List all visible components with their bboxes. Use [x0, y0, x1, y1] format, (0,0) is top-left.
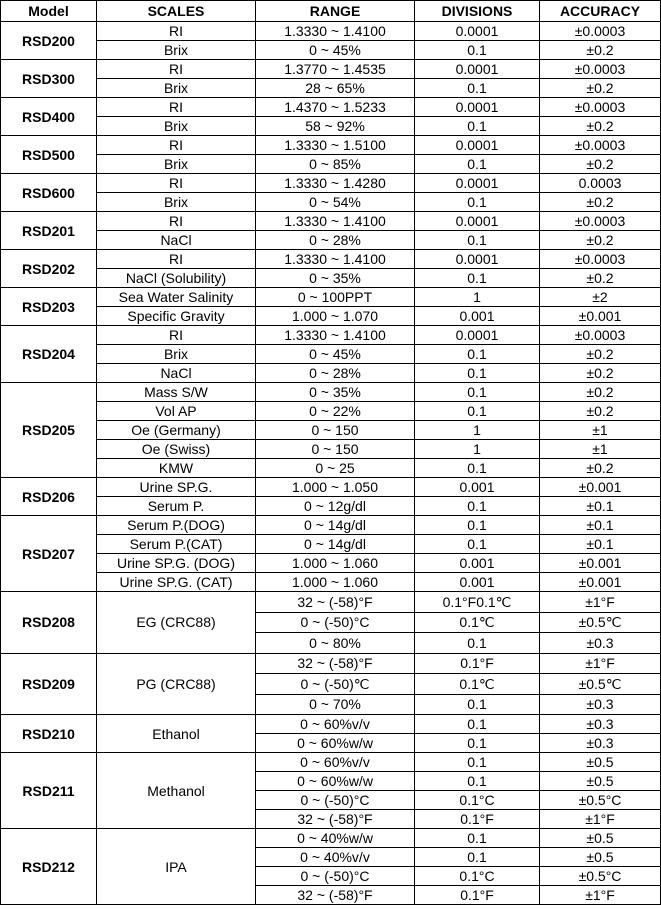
range-cell: 1.3330 ~ 1.4100 [256, 326, 415, 345]
divisions-cell: 0.1°F [415, 886, 540, 905]
range-cell: 1.3330 ~ 1.5100 [256, 136, 415, 155]
table-row [1, 193, 661, 212]
range-cell: 0 ~ (-50)℃ [256, 674, 415, 695]
model-cell: RSD211 [1, 753, 97, 829]
model-cell: RSD206 [1, 478, 97, 516]
range-cell: 1.000 ~ 1.060 [256, 573, 415, 592]
scale-cell: Urine SP.G. (DOG) [97, 554, 256, 573]
divisions-cell: 0.1°C [415, 791, 540, 810]
scale-cell: RI [97, 136, 256, 155]
range-cell: 0 ~ 12g/dl [256, 497, 415, 516]
header-divisions: DIVISIONS [415, 1, 540, 22]
scale-cell: EG (CRC88) [97, 592, 256, 654]
accuracy-cell: ±0.5 [540, 829, 661, 848]
range-cell: 32 ~ (-58)°F [256, 886, 415, 905]
scale-cell: Serum P.(DOG) [97, 516, 256, 535]
divisions-cell: 0.1 [415, 734, 540, 753]
range-cell: 0 ~ 80% [256, 633, 415, 654]
divisions-cell: 0.1 [415, 715, 540, 734]
accuracy-cell: ±0.1 [540, 516, 661, 535]
model-cell: RSD205 [1, 383, 97, 478]
divisions-cell: 0.1 [415, 829, 540, 848]
accuracy-cell: ±0.0003 [540, 250, 661, 269]
model-cell: RSD204 [1, 326, 97, 383]
range-cell: 0 ~ 22% [256, 402, 415, 421]
range-cell: 0 ~ 150 [256, 421, 415, 440]
range-cell: 0 ~ 70% [256, 694, 415, 715]
scale-cell: Ethanol [97, 715, 256, 753]
scale-cell: Brix [97, 41, 256, 60]
divisions-cell: 0.1 [415, 516, 540, 535]
table-row [1, 421, 661, 440]
accuracy-cell: ±0.0003 [540, 212, 661, 231]
range-cell: 0 ~ 150 [256, 440, 415, 459]
divisions-cell: 0.001 [415, 307, 540, 326]
range-cell: 0 ~ 28% [256, 364, 415, 383]
divisions-cell: 0.1 [415, 459, 540, 478]
divisions-cell: 1 [415, 440, 540, 459]
table-row [1, 174, 661, 193]
accuracy-cell: ±0.0003 [540, 60, 661, 79]
divisions-cell: 0.1 [415, 41, 540, 60]
table-row [1, 79, 661, 98]
divisions-cell: 0.1 [415, 383, 540, 402]
range-cell: 0 ~ 40%v/v [256, 848, 415, 867]
accuracy-cell: ±1°F [540, 886, 661, 905]
scale-cell: Brix [97, 79, 256, 98]
divisions-cell: 0.0001 [415, 326, 540, 345]
divisions-cell: 0.1 [415, 79, 540, 98]
divisions-cell: 0.001 [415, 573, 540, 592]
range-cell: 1.4370 ~ 1.5233 [256, 98, 415, 117]
scale-cell: NaCl [97, 231, 256, 250]
scale-cell: Methanol [97, 753, 256, 829]
divisions-cell: 0.1 [415, 497, 540, 516]
accuracy-cell: ±0.2 [540, 41, 661, 60]
scale-cell: Vol AP [97, 402, 256, 421]
accuracy-cell: ±1°F [540, 810, 661, 829]
scale-cell: RI [97, 98, 256, 117]
range-cell: 1.3330 ~ 1.4280 [256, 174, 415, 193]
scale-cell: IPA [97, 829, 256, 905]
divisions-cell: 0.1 [415, 117, 540, 136]
divisions-cell: 0.1 [415, 848, 540, 867]
model-cell: RSD210 [1, 715, 97, 753]
accuracy-cell: ±0.5 [540, 772, 661, 791]
accuracy-cell: ±0.001 [540, 554, 661, 573]
scale-cell: RI [97, 22, 256, 41]
divisions-cell: 0.1 [415, 269, 540, 288]
header-scales: SCALES [97, 1, 256, 22]
table-row [1, 459, 661, 478]
accuracy-cell: ±0.2 [540, 155, 661, 174]
divisions-cell: 0.1℃ [415, 674, 540, 695]
scale-cell: PG (CRC88) [97, 653, 256, 715]
scale-cell: Mass S/W [97, 383, 256, 402]
scale-cell: Sea Water Salinity [97, 288, 256, 307]
table-row [1, 22, 661, 41]
range-cell: 0 ~ 85% [256, 155, 415, 174]
range-cell: 0 ~ 25 [256, 459, 415, 478]
table-row [1, 288, 661, 307]
divisions-cell: 1 [415, 421, 540, 440]
divisions-cell: 0.001 [415, 554, 540, 573]
table-row [1, 592, 661, 613]
accuracy-cell: ±0.5℃ [540, 674, 661, 695]
divisions-cell: 1 [415, 288, 540, 307]
divisions-cell: 0.1 [415, 193, 540, 212]
scale-cell: RI [97, 60, 256, 79]
accuracy-cell: ±0.2 [540, 269, 661, 288]
scale-cell: Oe (Germany) [97, 421, 256, 440]
divisions-cell: 0.0001 [415, 174, 540, 193]
accuracy-cell: ±0.2 [540, 231, 661, 250]
range-cell: 0 ~ 35% [256, 269, 415, 288]
header-accuracy: ACCURACY [540, 1, 661, 22]
range-cell: 0 ~ 60%w/w [256, 734, 415, 753]
divisions-cell: 0.1 [415, 155, 540, 174]
table-row [1, 440, 661, 459]
divisions-cell: 0.0001 [415, 60, 540, 79]
range-cell: 0 ~ 45% [256, 41, 415, 60]
divisions-cell: 0.0001 [415, 136, 540, 155]
accuracy-cell: ±0.1 [540, 535, 661, 554]
accuracy-cell: ±1 [540, 440, 661, 459]
scale-cell: Brix [97, 345, 256, 364]
accuracy-cell: ±0.2 [540, 117, 661, 136]
table-row [1, 829, 661, 848]
header-model: Model [1, 1, 97, 22]
table-row [1, 117, 661, 136]
range-cell: 0 ~ 14g/dl [256, 535, 415, 554]
accuracy-cell: ±0.3 [540, 694, 661, 715]
divisions-cell: 0.001 [415, 478, 540, 497]
table-row [1, 231, 661, 250]
table-row [1, 269, 661, 288]
header-range: RANGE [256, 1, 415, 22]
model-cell: RSD209 [1, 653, 97, 715]
scale-cell: Specific Gravity [97, 307, 256, 326]
table-body [1, 22, 661, 905]
range-cell: 0 ~ 14g/dl [256, 516, 415, 535]
divisions-cell: 0.1 [415, 633, 540, 654]
range-cell: 32 ~ (-58)°F [256, 653, 415, 674]
range-cell: 32 ~ (-58)°F [256, 810, 415, 829]
scale-cell: Brix [97, 155, 256, 174]
table-row [1, 535, 661, 554]
accuracy-cell: ±0.2 [540, 79, 661, 98]
table-row [1, 326, 661, 345]
divisions-cell: 0.1°C [415, 867, 540, 886]
table-row [1, 250, 661, 269]
accuracy-cell: ±0.5°C [540, 867, 661, 886]
range-cell: 1.3770 ~ 1.4535 [256, 60, 415, 79]
header-row [1, 1, 661, 22]
accuracy-cell: ±0.0003 [540, 326, 661, 345]
model-cell: RSD207 [1, 516, 97, 592]
scale-cell: RI [97, 174, 256, 193]
table-row [1, 653, 661, 674]
table-row [1, 554, 661, 573]
model-cell: RSD400 [1, 98, 97, 136]
range-cell: 0 ~ (-50)°C [256, 612, 415, 633]
model-cell: RSD202 [1, 250, 97, 288]
model-cell: RSD300 [1, 60, 97, 98]
table-row [1, 516, 661, 535]
accuracy-cell: ±0.001 [540, 573, 661, 592]
divisions-cell: 0.1 [415, 694, 540, 715]
divisions-cell: 0.1 [415, 535, 540, 554]
table-row [1, 715, 661, 734]
accuracy-cell: ±0.001 [540, 307, 661, 326]
table-row [1, 497, 661, 516]
accuracy-cell: ±0.2 [540, 364, 661, 383]
divisions-cell: 0.1 [415, 345, 540, 364]
table-row [1, 364, 661, 383]
table-row [1, 402, 661, 421]
model-cell: RSD500 [1, 136, 97, 174]
range-cell: 1.000 ~ 1.070 [256, 307, 415, 326]
table-row [1, 136, 661, 155]
range-cell: 0 ~ (-50)°C [256, 867, 415, 886]
range-cell: 1.000 ~ 1.050 [256, 478, 415, 497]
model-cell: RSD200 [1, 22, 97, 60]
scale-cell: RI [97, 250, 256, 269]
scale-cell: Brix [97, 117, 256, 136]
model-cell: RSD212 [1, 829, 97, 905]
accuracy-cell: ±1°F [540, 653, 661, 674]
range-cell: 0 ~ 60%w/w [256, 772, 415, 791]
accuracy-cell: 0.0003 [540, 174, 661, 193]
model-cell: RSD208 [1, 592, 97, 654]
scale-cell: RI [97, 326, 256, 345]
scale-cell: Serum P. [97, 497, 256, 516]
scale-cell: NaCl (Solubility) [97, 269, 256, 288]
table-row [1, 478, 661, 497]
accuracy-cell: ±0.001 [540, 478, 661, 497]
range-cell: 0 ~ 60%v/v [256, 753, 415, 772]
accuracy-cell: ±1°F [540, 592, 661, 613]
table-row [1, 753, 661, 772]
scale-cell: Serum P.(CAT) [97, 535, 256, 554]
range-cell: 0 ~ 100PPT [256, 288, 415, 307]
range-cell: 1.3330 ~ 1.4100 [256, 22, 415, 41]
range-cell: 32 ~ (-58)°F [256, 592, 415, 613]
accuracy-cell: ±0.0003 [540, 98, 661, 117]
divisions-cell: 0.1 [415, 402, 540, 421]
accuracy-cell: ±0.2 [540, 193, 661, 212]
range-cell: 0 ~ 40%w/w [256, 829, 415, 848]
divisions-cell: 0.1°F [415, 810, 540, 829]
range-cell: 1.3330 ~ 1.4100 [256, 250, 415, 269]
accuracy-cell: ±0.0003 [540, 22, 661, 41]
range-cell: 0 ~ 35% [256, 383, 415, 402]
accuracy-cell: ±0.2 [540, 459, 661, 478]
accuracy-cell: ±0.3 [540, 715, 661, 734]
divisions-cell: 0.1 [415, 364, 540, 383]
range-cell: 58 ~ 92% [256, 117, 415, 136]
accuracy-cell: ±0.5 [540, 753, 661, 772]
accuracy-cell: ±0.5 [540, 848, 661, 867]
divisions-cell: 0.0001 [415, 212, 540, 231]
divisions-cell: 0.1℃ [415, 612, 540, 633]
scale-cell: RI [97, 212, 256, 231]
accuracy-cell: ±0.5℃ [540, 612, 661, 633]
range-cell: 0 ~ 60%v/v [256, 715, 415, 734]
table-row [1, 307, 661, 326]
table-row [1, 155, 661, 174]
model-cell: RSD201 [1, 212, 97, 250]
divisions-cell: 0.0001 [415, 250, 540, 269]
scale-cell: Urine SP.G. [97, 478, 256, 497]
model-cell: RSD600 [1, 174, 97, 212]
accuracy-cell: ±2 [540, 288, 661, 307]
divisions-cell: 0.0001 [415, 22, 540, 41]
accuracy-cell: ±0.3 [540, 734, 661, 753]
accuracy-cell: ±0.3 [540, 633, 661, 654]
accuracy-cell: ±1 [540, 421, 661, 440]
table-row [1, 383, 661, 402]
table-row [1, 60, 661, 79]
accuracy-cell: ±0.2 [540, 402, 661, 421]
table-row [1, 98, 661, 117]
scale-cell: Brix [97, 193, 256, 212]
range-cell: 0 ~ 28% [256, 231, 415, 250]
range-cell: 0 ~ (-50)°C [256, 791, 415, 810]
model-cell: RSD203 [1, 288, 97, 326]
divisions-cell: 0.1 [415, 753, 540, 772]
scale-cell: KMW [97, 459, 256, 478]
range-cell: 1.3330 ~ 1.4100 [256, 212, 415, 231]
table-row [1, 212, 661, 231]
range-cell: 0 ~ 45% [256, 345, 415, 364]
accuracy-cell: ±0.5°C [540, 791, 661, 810]
accuracy-cell: ±0.1 [540, 497, 661, 516]
accuracy-cell: ±0.2 [540, 383, 661, 402]
range-cell: 0 ~ 54% [256, 193, 415, 212]
table-row [1, 345, 661, 364]
accuracy-cell: ±0.2 [540, 345, 661, 364]
divisions-cell: 0.1 [415, 231, 540, 250]
range-cell: 28 ~ 65% [256, 79, 415, 98]
scale-cell: NaCl [97, 364, 256, 383]
range-cell: 1.000 ~ 1.060 [256, 554, 415, 573]
divisions-cell: 0.1°F0.1℃ [415, 592, 540, 613]
scale-cell: Urine SP.G. (CAT) [97, 573, 256, 592]
accuracy-cell: ±0.0003 [540, 136, 661, 155]
table-row [1, 41, 661, 60]
table-row [1, 573, 661, 592]
divisions-cell: 0.1 [415, 772, 540, 791]
divisions-cell: 0.0001 [415, 98, 540, 117]
scale-cell: Oe (Swiss) [97, 440, 256, 459]
divisions-cell: 0.1°F [415, 653, 540, 674]
